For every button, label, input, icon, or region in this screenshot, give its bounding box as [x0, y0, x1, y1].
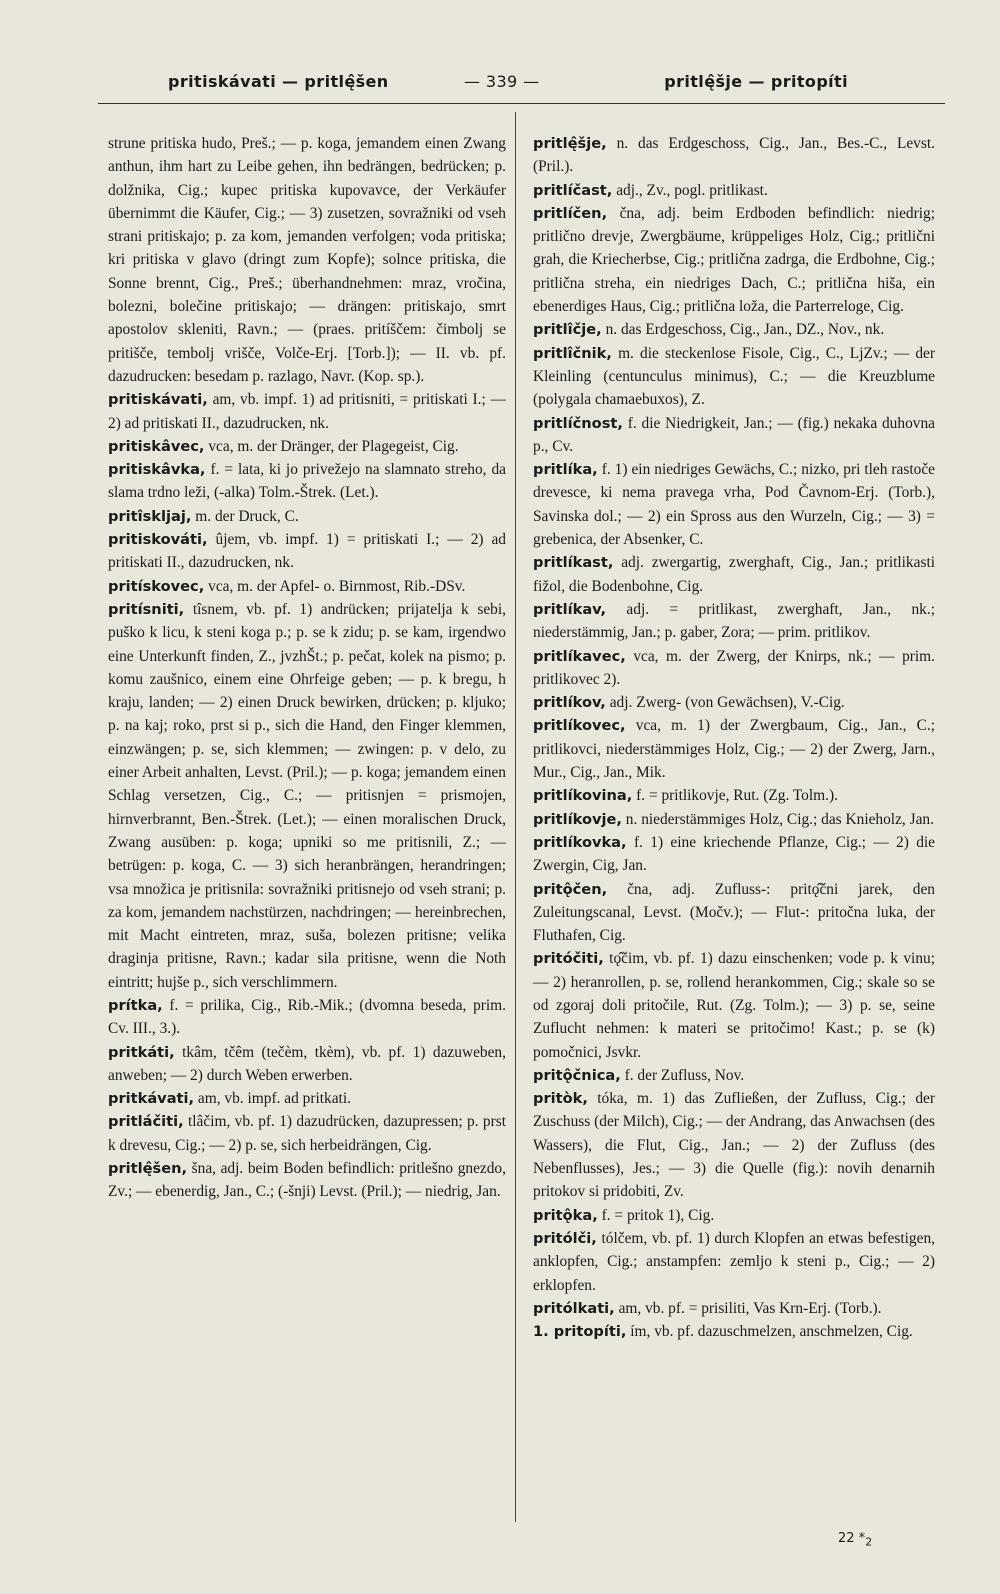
dictionary-entry — [533, 1204, 935, 1227]
dictionary-entry — [533, 202, 935, 318]
left-column — [108, 132, 506, 1204]
entry-definition: adj. zwergartig, zwerghaft, Cig., Jan.; pritlikasti fižol, die Bodenbohne, Cig. — [533, 554, 935, 595]
entry-definition: tóka, m. 1) das Zufließen, der Zufluss, Cig.; der Zuschuss (der Milch), Cig.; — der Andrang, das Anwachsen (des Wassers), die Flut, Cig., Jan.; — 2) der Zufluss (des Nebenflusses), Jes.; — 3) die Quelle (fig.): novih denarnih pritokov si pridobiti, Zv. — [533, 1090, 935, 1201]
entry-definition: f. = lata, ki jo privežejo na slamnato streho, da slama trdno leži, (-alka) Tolm.-Štrek. (Let.). — [108, 461, 506, 502]
entry-headword: pritlíkast, — [533, 554, 614, 572]
entry-headword: pritlíčast, — [533, 181, 613, 199]
dictionary-entry — [533, 714, 935, 784]
entry-headword: pritiskováti, — [108, 531, 208, 549]
entry-headword: pritîskljaj, — [108, 507, 192, 525]
entry-definition: adj. Zwerg- (von Gewächsen), V.-Cig. — [609, 694, 845, 712]
dictionary-entry — [108, 1110, 506, 1157]
dictionary-entry — [533, 1087, 935, 1203]
running-header — [168, 72, 848, 102]
entry-definition: strune pritiska hudo, Preš.; — p. koga, jemandem einen Zwang anthun, ihm hart zu Leibe gehen, ihn bedrängen, bedrücken; p. dolžnika, Cig.; kupec pritiska kupovavce, der Verkäufer übernimmt die Käufer, Cig.; — 3) zusetzen, sovražniki od vseh strani pritiskajo; p. za kom, jemanden verfolgen; voda pritiska; kri pritiska v glavo (dringt zum Kopfe); solnce pritiska, die Sonne brennt, Cig., Preš.; überhandnehmen: mraz, vročina, bolezni, bolečine pritiskajo; — drängen: pritiskajo, smrt apostolov skleniti, Ravn.; — (praes. pritíščem: čimbolj se pritišče, tembolj vrišče, Volče-Erj. [Torb.]); — II. vb. pf. dazudrucken: besedam p. razlago, Navr. (Kop. sp.). — [108, 135, 506, 385]
dictionary-entry — [533, 1064, 935, 1087]
entry-headword: pritkávati, — [108, 1090, 195, 1108]
dictionary-entry — [108, 1087, 506, 1110]
entry-definition: adj., Zv., pogl. pritlikast. — [616, 181, 768, 199]
entry-headword: pritiskâvec, — [108, 437, 205, 455]
dictionary-entry — [533, 645, 935, 692]
entry-definition: šna, adj. beim Boden befindlich: pritlešno gnezdo, Zv.; — ebenerdig, Jan., C.; (-šnji) Levst. (Pril.); — niedrig, Jan. — [108, 1160, 506, 1201]
dictionary-entry — [533, 342, 935, 412]
dictionary-entry — [533, 947, 935, 1063]
entry-headword: pritlîčnik, — [533, 344, 612, 362]
entry-definition: n. niederstämmiges Holz, Cig.; das Knieholz, Jan. — [625, 810, 934, 828]
entry-definition: vca, m. der Zwerg, der Knirps, nk.; — prim. pritlikovec 2). — [533, 647, 935, 688]
entry-headword: pritlę̂šje, — [533, 135, 607, 152]
entry-definition: ím, vb. pf. dazuschmelzen, anschmelzen, Cig. — [630, 1323, 913, 1341]
dictionary-entry — [108, 1041, 506, 1088]
entry-definition: f. der Zufluss, Nov. — [624, 1066, 745, 1084]
entry-headword: pritláčiti, — [108, 1113, 184, 1131]
entry-headword: pritlîčje, — [533, 321, 602, 339]
dictionary-entry — [533, 458, 935, 551]
dictionary-entry — [533, 551, 935, 598]
entry-definition: adj. = pritlikast, zwerghaft, Jan., nk.; niederstämmig, Jan.; p. gaber, Zora; — prim. pritlikov. — [533, 600, 935, 642]
header-right-guideword: pritlę̂šje — pritopíti — [664, 72, 848, 91]
column-divider — [515, 112, 516, 1522]
dictionary-entry — [533, 318, 935, 341]
entry-definition: ûjem, vb. impf. 1) = pritiskati I.; — 2) ad pritiskati II., dazudrucken, nk. — [108, 531, 506, 572]
entry-definition: čna, adj. beim Erdboden befindlich: niedrig; pritlično drevje, Zwergbäume, krüppeliges Holz, Cig.; pritlični grah, die Kriecherbse, Cig.; pritlična zadrga, die Erdbohne, Cig.; pritlična streha, ein niedriges Dach, C.; pritlična hiša, ein ebenerdiges Haus, Cig.; pritlična loža, die Parterreloge, Cig. — [533, 204, 935, 316]
entry-headword: pritiskâvka, — [108, 461, 206, 479]
entry-definition: am, vb. impf. 1) ad pritisniti, = pritiskati I.; — 2) ad pritiskati II., dazudrucken, nk. — [108, 391, 506, 432]
dictionary-entry — [533, 1320, 935, 1343]
entry-headword: pritlíka, — [533, 461, 598, 479]
dictionary-entry — [108, 505, 506, 528]
entry-definition: am, vb. impf. ad pritkati. — [197, 1090, 351, 1108]
entry-definition: vca, m. 1) der Zwergbaum, Cig., Jan., C.; pritlikovci, niederstämmiges Holz, Cig.; — 2) der Zwerg, Jarn., Mur., Cig., Jan., Mik. — [533, 717, 935, 782]
entry-definition: f. = prilika, Cig., Rib.-Mik.; (dvomna beseda, prim. Cv. III., 3.). — [108, 996, 506, 1038]
entry-headword: pritísniti, — [108, 600, 185, 618]
entry-definition: f. = pritok 1), Cig. — [601, 1206, 715, 1224]
entry-definition: tlâčim, vb. pf. 1) dazudrücken, dazupressen; p. prst k drevesu, Cig.; — 2) p. se, sich herbeidrängen, Cig. — [108, 1113, 506, 1154]
dictionary-entry — [108, 598, 506, 994]
dictionary-entry — [108, 435, 506, 458]
entry-definition: tîsnem, vb. pf. 1) andrücken; prijatelja k sebi, puško k licu, k steni koga p.; p. se k zidu; p. se kam, irgendwo eine Unterkunft finden, Z., jvzhŠt.; p. pečat, kolek na pismo; p. komu zaušnico, einem eine Ohrfeige geben; — p. k bregu, h kraju, landen; — 2) einen Druck bewirken, drücken; p. kljuko; p. na kaj; roko, prst si p., sich die Hand, den Finger klemmen, einzwängen; p. se, sich klemmen; — zwingen: p. v delo, zu einer Arbeit anhalten, Levst. (Pril.); — p. koga; jemandem einen Schlag versetzen, Cig., C.; — pritisnjen = prismojen, hirnverbrannt, Ben.-Štrek. (Let.); — einen moralischen Druck, Zwang ausüben: p. koga; upniki so me pritisnili, Z.; — betrügen: p. koga, C. — 3) sich heranbrängen, herandringen; vsa množica je pritisnila: sovražniki pritisnejo od vseh strani; p. za kom, jemandem nachstürzen, nachdringen; — hereinbrechen, mit Macht eintreten, mraz, suša, bolezen pritisne; velika draginja pritisne, Ravn.; kadar sila pritisne, wenn die Noth eintritt; hujše p., sich verschlimmern. — [108, 600, 506, 991]
entry-headword: pritólči, — [533, 1229, 597, 1247]
page-number: — 339 — — [464, 72, 540, 91]
dictionary-entry — [108, 458, 506, 505]
right-column — [533, 132, 935, 1343]
entry-headword: pritkáti, — [108, 1043, 175, 1061]
entry-definition: čna, adj. Zufluss-: pritǫ̂čni jarek, den Zuleitungscanal, Levst. (Močv.); — Flut-: pritočna luka, der Fluthafen, Cig. — [533, 880, 935, 945]
dictionary-entry — [533, 132, 935, 179]
entry-definition: tólčem, vb. pf. 1) durch Klopfen an etwas befestigen, anklopfen, Cig.; anstampfen: zemljo k steni p., Cig.; — 2) erklopfen. — [533, 1229, 935, 1294]
dictionary-entry — [108, 575, 506, 598]
dictionary-entry — [533, 412, 935, 459]
entry-headword: pritlíkovina, — [533, 787, 633, 805]
entry-headword: 1. pritopíti, — [533, 1323, 627, 1341]
dictionary-entry — [533, 179, 935, 202]
dictionary-entry — [533, 1227, 935, 1297]
printer-signature — [838, 1531, 872, 1549]
dictionary-entry — [533, 784, 935, 807]
dictionary-entry — [533, 1297, 935, 1320]
entry-headword: pritlíčen, — [533, 204, 608, 222]
entry-headword: pritólkati, — [533, 1299, 615, 1317]
entry-definition: f. 1) eine kriechende Pflanze, Cig.; — 2) die Zwergin, Cig, Jan. — [533, 833, 935, 875]
dictionary-entry — [533, 598, 935, 645]
entry-headword: pritiskávati, — [108, 391, 208, 409]
entry-headword: pritlę̂šen, — [108, 1160, 188, 1178]
entry-definition: f. 1) ein niedriges Gewächs, C.; nizko, pri tleh rastoče drevesce, ki nema pravega vrha, Pod Čavnom-Erj. (Torb.), Savinska dol.; — 2) ein Spross aus den Wurzeln, Cig.; — 3) = grebenica, der Absenker, C. — [533, 461, 935, 549]
entry-definition: m. die steckenlose Fisole, Cig., C., LjZv.; — der Kleinling (centunculus minimus), C.; — die Kreuzblume (polygala chamaebuxos), Z. — [533, 344, 935, 409]
entry-definition: am, vb. pf. = prisiliti, Vas Krn-Erj. (Torb.). — [618, 1299, 882, 1317]
entry-definition: f. die Niedrigkeit, Jan.; — (fig.) nekaka duhovna p., Cv. — [533, 414, 935, 455]
entry-headword: pritlíkov, — [533, 694, 606, 712]
signature-sub: 2 — [865, 1535, 873, 1549]
entry-headword: pritòk, — [533, 1090, 588, 1108]
entry-definition: n. das Erdgeschoss, Cig., Jan., DZ., Nov., nk. — [605, 321, 885, 339]
dictionary-entry — [108, 132, 506, 388]
entry-definition: vca, m. der Apfel- o. Birnmost, Rib.-DSv. — [208, 577, 466, 595]
header-left-guideword: pritiskávati — pritlę̂šen — [168, 72, 389, 91]
entry-headword: pritlíkavec, — [533, 647, 626, 665]
entry-headword: pritískovec, — [108, 577, 205, 595]
entry-definition: n. das Erdgeschoss, Cig., Jan., Bes.-C., Levst. (Pril.). — [533, 135, 935, 176]
entry-definition: m. der Druck, C. — [195, 507, 299, 525]
signature-mark: 22 * — [838, 1531, 866, 1546]
entry-headword: pritlíkav, — [533, 600, 607, 618]
entry-definition: f. = pritlikovje, Rut. (Zg. Tolm.). — [636, 787, 838, 805]
entry-headword: pritǫ̂čnica, — [533, 1066, 621, 1084]
entry-definition: tǫ̂čim, vb. pf. 1) dazu einschenken; vode p. k vinu; — 2) heranrollen, p. se, rollend herankommen, Cig.; skale so se od zgoraj doli pritočile, Rut. (Zg. Tolm.); — 3) p. se, seine Zuflucht nehmen: k materi se pritočimo! Kast.; p. se (k) pomočnici, Jsvkr. — [533, 950, 935, 1061]
entry-definition: tkâm, tčêm (tečèm, tkèm), vb. pf. 1) dazuweben, anweben; — 2) durch Weben erwerben. — [108, 1043, 506, 1084]
dictionary-entry — [108, 528, 506, 575]
entry-definition: vca, m. der Dränger, der Plagegeist, Cig. — [208, 437, 459, 455]
dictionary-entry — [533, 808, 935, 831]
header-rule — [98, 103, 945, 104]
dictionary-entry — [108, 1157, 506, 1204]
entry-headword: pritlíkovje, — [533, 810, 622, 828]
entry-headword: pritóčiti, — [533, 950, 604, 968]
dictionary-entry — [108, 994, 506, 1041]
entry-headword: pritǫ̂čen, — [533, 880, 608, 898]
entry-headword: pritlíčnost, — [533, 414, 623, 432]
entry-headword: prítka, — [108, 996, 163, 1014]
dictionary-entry — [533, 878, 935, 948]
dictionary-entry — [533, 831, 935, 878]
entry-headword: pritǫ̂ka, — [533, 1206, 598, 1224]
dictionary-entry — [533, 691, 935, 714]
entry-headword: pritlíkovka, — [533, 833, 627, 851]
entry-headword: pritlíkovec, — [533, 717, 626, 735]
dictionary-entry — [108, 388, 506, 435]
